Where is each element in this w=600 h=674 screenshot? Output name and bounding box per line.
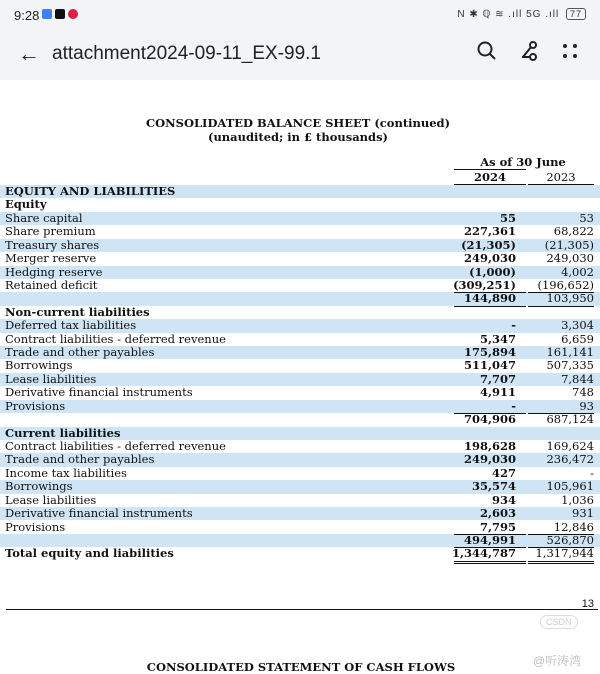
value-2023: 931 — [572, 506, 594, 521]
row-label: Share premium — [5, 224, 96, 239]
as-of-header: As of 30 June — [480, 155, 566, 169]
value-2023: 3,304 — [561, 318, 594, 333]
table-row — [0, 400, 600, 413]
row-label: Borrowings — [5, 479, 73, 494]
row-label: Merger reserve — [5, 251, 97, 266]
value-2023: 1,317,944 — [535, 546, 594, 561]
value-2024: 1,344,787 — [451, 546, 516, 561]
value-2024: 7,707 — [479, 371, 516, 386]
value-2023: 105,961 — [546, 479, 594, 494]
table-row — [0, 386, 600, 399]
value-2023: 4,002 — [561, 264, 594, 279]
value-2024: 249,030 — [463, 251, 516, 266]
value-2023: 68,822 — [553, 224, 594, 239]
value-2023: 507,335 — [546, 358, 594, 373]
back-arrow-icon[interactable]: ← — [18, 41, 40, 66]
total-rule — [528, 292, 594, 293]
value-2024: (21,305) — [461, 237, 516, 252]
table-row — [0, 292, 600, 305]
table-row — [0, 547, 600, 560]
table-row — [0, 413, 600, 426]
signal-icons: N ✱ ℚ ≋ .ıll 5G .ıll — [457, 9, 560, 20]
value-2024: 55 — [499, 210, 516, 225]
value-2023: 526,870 — [546, 532, 594, 547]
value-2024: 144,890 — [463, 291, 516, 306]
battery-icon: 77 — [566, 8, 586, 20]
page-separator — [6, 609, 598, 610]
row-label: Trade and other payables — [5, 345, 155, 360]
value-2023: 1,036 — [561, 492, 594, 507]
value-2023: 6,659 — [561, 331, 594, 346]
row-label: Contract liabilities - deferred revenue — [5, 438, 226, 453]
value-2023: 687,124 — [546, 412, 594, 427]
value-2024: 427 — [491, 465, 516, 480]
status-time: 9:28 — [14, 8, 40, 23]
row-label: Income tax liabilities — [5, 465, 127, 480]
total-rule — [454, 561, 526, 564]
row-label: Share capital — [5, 210, 83, 225]
status-bar — [0, 0, 600, 28]
row-label: Lease liabilities — [5, 371, 97, 386]
table-row — [0, 239, 600, 252]
value-2024: 198,628 — [463, 438, 516, 453]
table-row — [0, 266, 600, 279]
row-label: Borrowings — [5, 358, 73, 373]
row-label: Deferred tax liabilities — [5, 318, 137, 333]
row-label: Equity — [5, 197, 47, 212]
table-row — [0, 427, 600, 440]
row-label: Contract liabilities - deferred revenue — [5, 331, 226, 346]
table-row — [0, 453, 600, 466]
app-bar — [0, 28, 600, 80]
table-row — [0, 373, 600, 386]
value-2023: (21,305) — [544, 237, 594, 252]
balance-sheet-subtitle: (unaudited; in £ thousands) — [208, 130, 388, 144]
watermark-handle: @听涛湾 — [533, 654, 582, 668]
table-row — [0, 507, 600, 520]
table-row — [0, 279, 600, 292]
app-notification-icon — [42, 9, 52, 19]
table-row — [0, 346, 600, 359]
total-rule — [454, 534, 526, 535]
table-row — [0, 521, 600, 534]
total-rule — [528, 534, 594, 535]
status-indicators — [457, 8, 586, 20]
row-label: Current liabilities — [5, 425, 121, 440]
table-row — [0, 198, 600, 211]
value-2023: 93 — [579, 398, 594, 413]
cash-flows-title: CONSOLIDATED STATEMENT OF CASH FLOWS — [146, 660, 456, 674]
tiktok-notification-icon — [55, 9, 65, 19]
value-2024: 35,574 — [471, 479, 516, 494]
row-label: Treasury shares — [5, 237, 100, 252]
value-2023: 7,844 — [561, 371, 594, 386]
value-2024: 5,347 — [479, 331, 516, 346]
table-row — [0, 494, 600, 507]
row-label: Total equity and liabilities — [5, 546, 174, 561]
value-2024: 704,906 — [463, 412, 516, 427]
balance-sheet-title: CONSOLIDATED BALANCE SHEET (continued) — [145, 116, 451, 130]
document-page[interactable] — [0, 80, 600, 673]
row-label: Provisions — [5, 519, 66, 534]
value-2024: - — [511, 318, 516, 333]
value-2023: 236,472 — [546, 452, 594, 467]
table-row — [0, 225, 600, 238]
table-row — [0, 534, 600, 547]
value-2023: 249,030 — [546, 251, 594, 266]
total-rule — [454, 292, 526, 293]
row-label: Derivative financial instruments — [5, 385, 193, 400]
value-2023: 169,624 — [546, 438, 594, 453]
total-rule — [528, 413, 594, 414]
page-number: 13 — [581, 598, 594, 610]
table-row — [0, 359, 600, 372]
value-2024: 511,047 — [463, 358, 516, 373]
row-label: Lease liabilities — [5, 492, 97, 507]
table-row — [0, 467, 600, 480]
value-2024: 934 — [491, 492, 516, 507]
table-row — [0, 319, 600, 332]
value-2024: 175,894 — [463, 345, 516, 360]
value-2024: (309,251) — [453, 277, 516, 292]
table-row — [0, 252, 600, 265]
watermark-badge: CSDN — [540, 615, 578, 629]
value-2024: 227,361 — [463, 224, 516, 239]
total-rule — [528, 547, 594, 548]
table-row — [0, 480, 600, 493]
value-2023: 53 — [579, 210, 594, 225]
value-2024: 2,603 — [479, 506, 516, 521]
row-label: Hedging reserve — [5, 264, 103, 279]
total-rule — [454, 413, 526, 414]
value-2024: 4,911 — [479, 385, 516, 400]
value-2024: (1,000) — [469, 264, 516, 279]
row-label: Derivative financial instruments — [5, 506, 193, 521]
row-label: Trade and other payables — [5, 452, 155, 467]
value-2023: 103,950 — [546, 291, 594, 306]
row-label: EQUITY AND LIABILITIES — [5, 184, 176, 198]
total-rule — [454, 547, 526, 548]
table-row — [0, 333, 600, 346]
value-2024: 7,795 — [479, 519, 516, 534]
value-2023: 12,846 — [553, 519, 594, 534]
table-row — [0, 185, 600, 198]
search-icon[interactable] — [477, 40, 497, 68]
app-notification-icon-2 — [68, 9, 78, 19]
table-row — [0, 306, 600, 319]
total-rule — [528, 561, 594, 564]
year-2023-header: 2023 — [546, 170, 576, 184]
document-title: attachment2024-09-11_EX-99.1 — [52, 43, 321, 64]
value-2023: (196,652) — [537, 277, 594, 292]
more-options-icon[interactable] — [560, 40, 580, 68]
year-2024-header: 2024 — [473, 170, 506, 184]
value-2023: 161,141 — [546, 345, 594, 360]
value-2024: 494,991 — [463, 532, 516, 547]
value-2023: 748 — [572, 385, 594, 400]
value-2024: 249,030 — [463, 452, 516, 467]
row-label: Retained deficit — [5, 277, 98, 292]
value-2024: - — [511, 398, 516, 413]
value-2023: - — [590, 465, 594, 480]
table-row — [0, 212, 600, 225]
row-label: Non-current liabilities — [5, 304, 150, 319]
row-label: Provisions — [5, 398, 66, 413]
share-icon[interactable] — [518, 40, 540, 68]
table-row — [0, 440, 600, 453]
